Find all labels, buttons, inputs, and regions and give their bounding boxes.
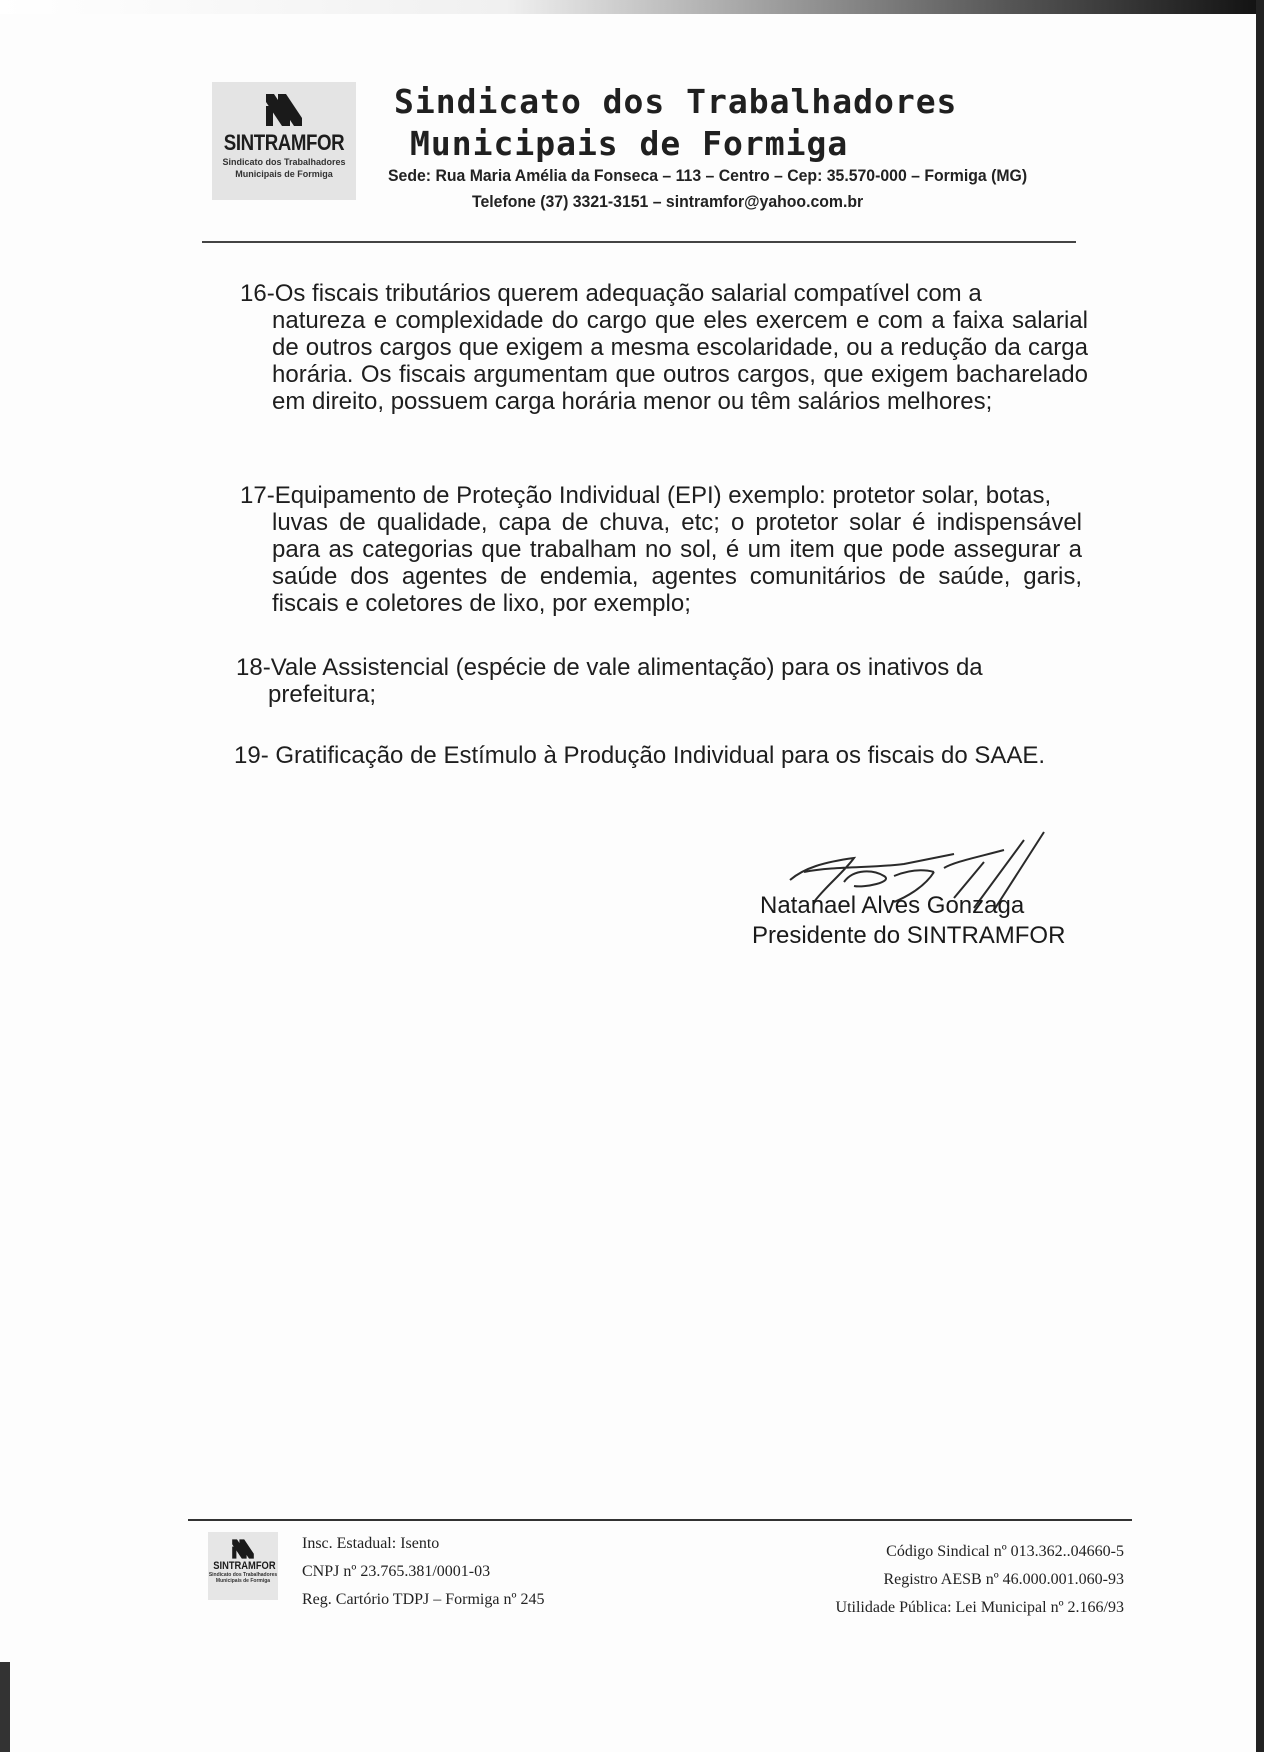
header-address: Sede: Rua Maria Amélia da Fonseca – 113 – Centro – Cep: 35.570-000 – Formiga (MG) xyxy=(388,166,1028,185)
list-item xyxy=(240,280,1088,415)
header-phone: Telefone (37) 3321-3151 – sintramfor@yahoo.com.br xyxy=(472,192,864,211)
list-item-continuation: prefeitura; xyxy=(268,681,377,708)
list-item-first-line: 19- Gratificação de Estímulo à Produção Individual para os fiscais do SAAE. xyxy=(234,742,1046,769)
footer-union-code: Código Sindical nº 013.362..04660-5 xyxy=(886,1543,1124,1560)
list-item-continuation: luvas de qualidade, capa de chuva, etc; o protetor solar é indispensável para as categorias que trabalham no sol, é um item que pode assegurar a saúde dos agentes de endemia, agentes comunitários de saúde, garis, fiscais e coletores de lixo, por exemplo; xyxy=(272,509,1082,617)
list-item xyxy=(240,482,1082,617)
list-item xyxy=(236,654,1082,708)
list-item-continuation: natureza e complexidade do cargo que eles exercem e com a faixa salarial de outros cargos que exigem a mesma escolaridade, ou a redução da carga horária. Os fiscais argumentam que outros cargos, que exigem bacharelado em direito, possuem carga horária menor ou têm salários melhores; xyxy=(272,307,1088,415)
scan-edge-bottom-left xyxy=(0,1662,10,1752)
header-title-line1: Sindicato dos Trabalhadores xyxy=(394,82,958,121)
footer-registry-office: Reg. Cartório TDPJ – Formiga nº 245 xyxy=(302,1591,545,1608)
footer-divider xyxy=(188,1519,1132,1521)
footer-registration-left xyxy=(302,1530,544,1614)
list-item-first-line: 16-Os fiscais tributários querem adequação salarial compatível com a xyxy=(240,280,982,307)
logo-name: SINTRAMFOR xyxy=(223,130,345,155)
union-emblem-icon xyxy=(264,92,304,128)
union-logo xyxy=(212,82,356,200)
header-title-line2: Municipais de Formiga xyxy=(410,124,849,163)
footer-logo-subtitle-2: Municipais de Formiga xyxy=(215,1578,271,1584)
signatory-role: Presidente do SINTRAMFOR xyxy=(752,922,1066,949)
list-item xyxy=(234,742,1084,769)
footer-logo xyxy=(208,1532,278,1600)
footer-logo-name: SINTRAMFOR xyxy=(213,1560,276,1572)
footer-public-utility: Utilidade Pública: Lei Municipal nº 2.166/93 xyxy=(835,1599,1124,1616)
logo-subtitle-1: Sindicato dos Trabalhadores xyxy=(222,157,346,167)
footer-cnpj: CNPJ nº 23.765.381/0001-03 xyxy=(302,1563,491,1580)
scan-edge-right xyxy=(1256,0,1264,1752)
list-item-first-line: 17-Equipamento de Proteção Individual (EPI) exemplo: protetor solar, botas, xyxy=(240,482,1052,509)
list-item-first-line: 18-Vale Assistencial (espécie de vale alimentação) para os inativos da xyxy=(236,654,983,681)
signatory-name: Natanael Alves Gonzaga xyxy=(760,892,1025,919)
scan-edge-top xyxy=(0,0,1264,14)
footer-state-registration: Insc. Estadual: Isento xyxy=(302,1535,440,1552)
union-emblem-icon xyxy=(231,1538,255,1560)
logo-subtitle-2: Municipais de Formiga xyxy=(235,169,333,179)
footer-registration-right xyxy=(836,1538,1124,1622)
header-divider xyxy=(202,241,1076,243)
footer-logo-subtitle-1: Sindicato dos Trabalhadores xyxy=(208,1572,278,1578)
footer-aesb-registry: Registro AESB nº 46.000.001.060-93 xyxy=(883,1571,1124,1588)
